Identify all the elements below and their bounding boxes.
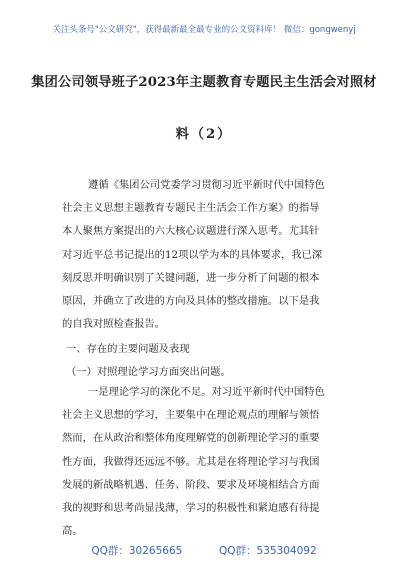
point-line: 一是理论学习的深化不足。对习近平新时代中国特色 [88, 386, 325, 398]
footer-qq-group-2: QQ群：535304092 [219, 545, 317, 557]
footer-contact [0, 543, 408, 558]
point-line: 发展的新战略机遇、任务、阶段、要求及环境相结合方面 [62, 478, 320, 491]
header-promo-note: 关注头条号"公文研究"，获得最新最全最专业的公文资料库！ 微信：gongwenyj [52, 25, 356, 35]
point-line: 社会主义思想的学习，主要集中在理论观点的理解与领悟 [62, 409, 320, 422]
point-1-paragraph [62, 381, 362, 543]
point-line: 我的视野和思考尚显浅薄，学习的积极性和紧迫感有待提 [62, 501, 320, 514]
point-line: 性方面，我做得还远远不够。尤其是在将理论学习与我国 [62, 455, 320, 468]
document-title-line-2: 料（2） [175, 127, 233, 142]
intro-line: 本人聚焦方案提出的六大核心议题进行深入思考。尤其针 [62, 225, 320, 238]
footer-qq-group-1: QQ群：30265665 [91, 545, 183, 557]
intro-line: 的自我对照检查报告。 [62, 318, 165, 331]
intro-line: 对习近平总书记提出的12项以学为本的具体要求，我已深 [62, 248, 323, 261]
point-line: 高。 [62, 525, 83, 538]
subsection-heading-1: （一）对照理论学习方面突出问题。 [66, 366, 231, 378]
intro-paragraph [62, 174, 362, 336]
intro-line: 遵循《集团公司党委学习贯彻习近平新时代中国特色 [88, 179, 325, 191]
intro-line: 刻反思并明确识别了关键问题，进一步分析了问题的根本 [62, 271, 320, 284]
document-title-line-1: 集团公司领导班子2023年主题教育专题民主生活会对照材 [31, 75, 377, 90]
intro-line: 原因，并确立了改进的方向及具体的整改措施。以下是我 [62, 294, 320, 307]
intro-line: 社会主义思想主题教育专题民主生活会工作方案》的指导 [62, 202, 320, 215]
point-line: 然而，在从政治和整体角度理解党的创新理论学习的重要 [62, 432, 320, 445]
section-heading-1: 一、存在的主要问题及表现 [66, 343, 190, 355]
